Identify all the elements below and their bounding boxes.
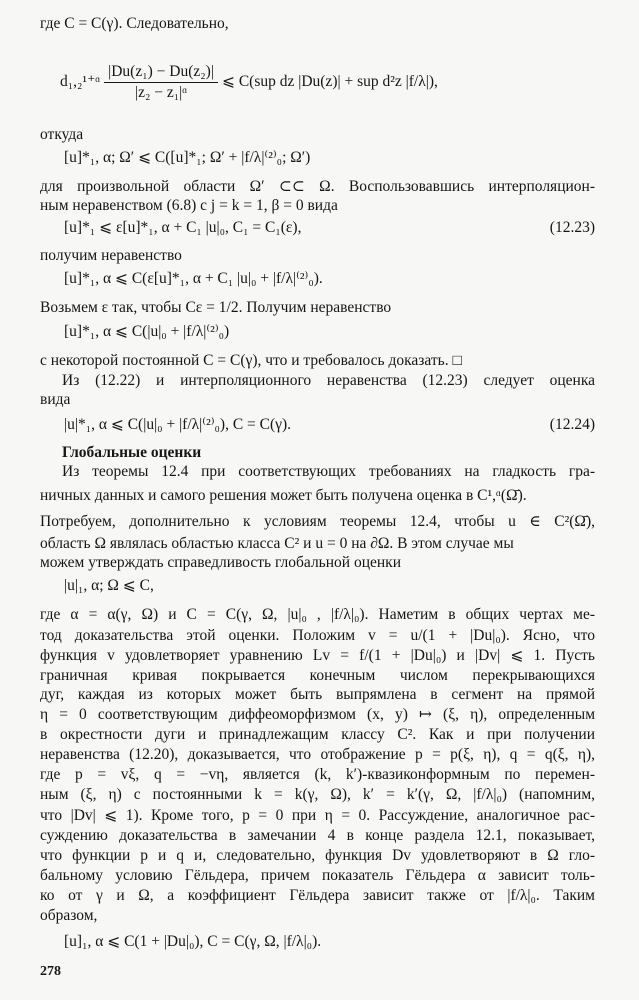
- text-line: Из теоремы 12.4 при соответствующих требованиях на гладкость гра-: [62, 463, 595, 480]
- fraction-numerator: |Du(z₁) − Du(z₂)|: [104, 63, 218, 83]
- equation-number: (12.23): [549, 219, 595, 236]
- page-number: 278: [40, 964, 61, 979]
- text-line: ным неравенством (6.8) с j = k = 1, β = 0 вида: [40, 197, 338, 214]
- text-line: где C = C(γ). Следовательно,: [40, 15, 229, 32]
- text-line: ко от γ и Ω, а коэффициент Гёльдера зависит также от |f/λ|₀. Таким: [40, 887, 595, 904]
- formula: [u]*₁, α ⩽ C(ε[u]*₁, α + C₁ |u|₀ + |f/λ|⁽²⁾₀).: [64, 270, 323, 287]
- formula: [u]₁, α ⩽ C(1 + |Du|₀), C = C(γ, Ω, |f/λ|₀).: [64, 933, 322, 950]
- formula: [u]*₁, α; Ω′ ⩽ C([u]*₁; Ω′ + |f/λ|⁽²⁾₀; Ω′): [64, 149, 311, 166]
- text-line: Из (12.22) и интерполяционного неравенства (12.23) следует оценка: [62, 372, 595, 389]
- formula-rhs: ⩽ C(sup dz |Du(z)| + sup d²z |f/λ|),: [221, 73, 438, 90]
- formula: |u|*₁, α ⩽ C(|u|₀ + |f/λ|⁽²⁾₀), C = C(γ).: [64, 416, 292, 433]
- text-line: область Ω являлась областью класса C² и u = 0 на ∂Ω. В этом случае мы: [40, 535, 514, 552]
- text-line: откуда: [40, 126, 84, 143]
- text-line: для произвольной области Ω′ ⊂⊂ Ω. Воспользовавшись интерполяцион-: [40, 178, 595, 195]
- text-line: бальному условию Гёльдера, причем показатель Гёльдера α зависит толь-: [40, 867, 595, 884]
- text-line: что |Dv| ⩽ 1). Кроме того, p = 0 при η = 0. Рассуждение, аналогичное рас-: [40, 807, 595, 824]
- text-line: граничная кривая покрывается конечным числом перекрывающихся: [40, 667, 595, 684]
- text-line: вида: [40, 391, 71, 408]
- text-line: тод доказательства этой оценки. Положим v = u/(1 + |Du|₀). Ясно, что: [40, 627, 595, 644]
- formula-lhs-coefficient: d₁,₂¹⁺ᵅ: [60, 73, 101, 90]
- text-line: что функции p и q и, следовательно, функция Dv удовлетворяют в Ω гло-: [40, 847, 595, 864]
- text-line: Возьмем ε так, чтобы Cε = 1/2. Получим неравенство: [40, 299, 392, 316]
- text-line: дуг, каждая из которых может быть выпрямлена в сегмент на прямой: [40, 686, 595, 703]
- text-line: функция v удовлетворяет уравнению Lv = f/(1 + |Du|₀) и |Dv| ⩽ 1. Пусть: [40, 647, 595, 664]
- fraction: [104, 63, 218, 102]
- text-line: с некоторой постоянной C = C(γ), что и требовалось доказать. □: [40, 352, 462, 369]
- holder-inequality-formula: [60, 62, 615, 106]
- text-line: Потребуем, дополнительно к условиям теоремы 12.4, чтобы u ∈ C²(Ω̄),: [40, 513, 595, 530]
- text-line: где α = α(γ, Ω) и C = C(γ, Ω, |u|₀ , |f/λ|₀). Наметим в общих чертах ме-: [40, 606, 595, 623]
- formula: [u]*₁ ⩽ ε[u]*₁, α + C₁ |u|₀, C₁ = C₁(ε),: [64, 219, 302, 236]
- equation-number: (12.24): [549, 416, 595, 433]
- text-line: образом,: [40, 907, 98, 924]
- formula: |u|₁, α; Ω ⩽ C,: [64, 577, 154, 594]
- text-line: где p = vξ, q = −vη, является (k, k′)-квазиконформным по перемен-: [40, 766, 595, 783]
- section-heading: Глобальные оценки: [62, 444, 202, 461]
- text-line: получим неравенство: [40, 247, 182, 264]
- formula: [u]*₁, α ⩽ C(|u|₀ + |f/λ|⁽²⁾₀): [64, 323, 230, 340]
- fraction-denominator: |z₂ − z₁|ᵅ: [134, 83, 188, 101]
- text-line: в окрестности дуги и принадлежащим классу C². Как и при получении: [40, 726, 595, 743]
- text-line: можем утверждать справедливость глобальной оценки: [40, 554, 402, 571]
- text-line: ным (ξ, η) с постоянными k = k(γ, Ω), k′ = k′(γ, Ω, |f/λ|₀) (напомним,: [40, 786, 595, 803]
- text-line: неравенства (12.20), доказывается, что отображение p = p(ξ, η), q = q(ξ, η),: [40, 746, 595, 763]
- text-line: суждению доказательства в замечании 4 в конце раздела 12.1, показывает,: [40, 827, 595, 844]
- text-line: ничных данных и самого решения может быть получена оценка в C¹,ᵅ(Ω̄).: [40, 487, 527, 504]
- text-line: η = 0 соответствующим диффеоморфизмом (x, y) ↦ (ξ, η), определенным: [40, 706, 595, 723]
